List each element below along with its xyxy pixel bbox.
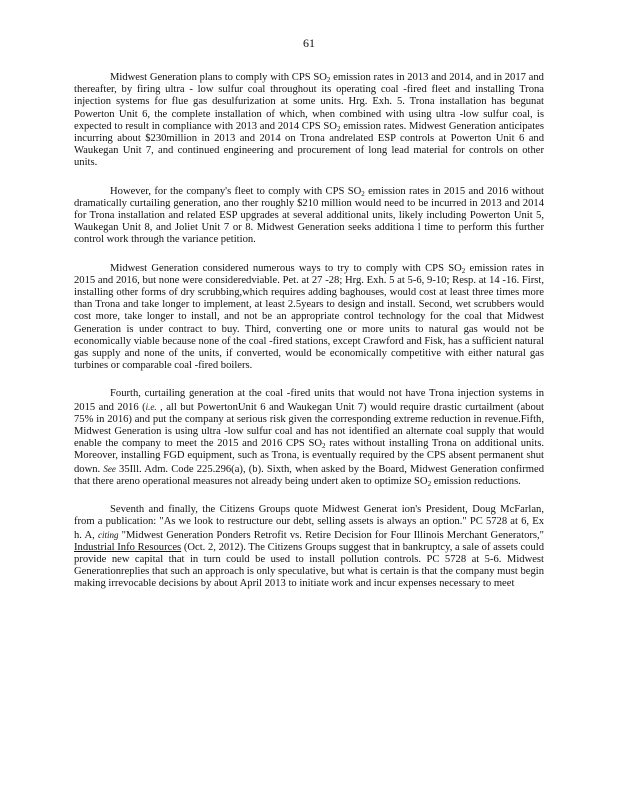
page-number: 61: [303, 36, 315, 50]
italic-text: See: [103, 463, 116, 474]
text-run: emission reductions.: [431, 475, 521, 487]
text-run: Seventh and finally, the Citizens Groups quote Midwest Generat ion's President, Doug McFarlan, from a publication: "As we look to restructure our debt, selling assets is always an option." PC 5728 at 6, Ex h. A,: [74, 504, 544, 541]
paragraph-p1: [74, 72, 544, 170]
paragraph-p4: [74, 388, 544, 488]
paragraph-p3: [74, 263, 544, 373]
subscript: 2: [427, 479, 432, 488]
subscript: 2: [461, 266, 466, 275]
paragraph-p2: [74, 186, 544, 247]
text-run: Fourth, curtailing generation at the coal -fired units that would not have Trona injection systems in 2015 and 2016 (: [74, 388, 544, 413]
body-text: [74, 72, 544, 607]
text-run: emission rates. Midwest Generation anticipates incurring about $230million in 2013 and 2014 on Trona andrelated ESP controls at Powerton Unit 6 and Waukegan Unit 7, and continued engineering and procurement of long lead material for controls on other units.: [74, 120, 544, 169]
text-run: emission rates in 2015 and 2016 without dramatically curtailing generation, ano ther roughly $210 million would need to be incurred in 2013 and 2014 for Trona installation and related ESP upgrades at several additional units, likely including Powerton Unit 5, Waukegan Unit 8, and Joliet Unit 7 or 8. Midwest Generation seeks additiona l time to perform this further control work through the variance petition.: [74, 185, 544, 246]
text-run: Midwest Generation considered numerous ways to try to comply with CPS SO: [110, 262, 462, 274]
text-run: "Midwest Generation Ponders Retrofit vs. Retire Decision for Four Illinois Merchant Generators,": [118, 529, 544, 541]
text-run: (Oct. 2, 2012). The Citizens Groups suggest that in bankruptcy, a sale of assets could provide new capital that in turn could be used to install pollution controls. PC 5728 at 5-6. Midwest Generationreplies that such an approach is only speculative, but what is certain is that the company must begin making irrevocable decisions by about April 2013 to initiate work and incur expenses necessary to meet: [74, 541, 544, 590]
italic-text: i.e.: [145, 401, 157, 412]
paragraph-p5: [74, 504, 544, 590]
text-run: 35Ill. Adm. Code 225.296(a), (b). Sixth, when asked by the Board, Midwest Generation confirmed that there areno operational measures not already being undert aken to optimize SO: [74, 463, 544, 487]
subscript: 2: [336, 124, 341, 133]
italic-text: citing: [97, 529, 119, 540]
text-run: emission rates in 2013 and 2014, and in 2017 and thereafter, by firing ultra - low sulfur coal throughout its operating coal -fired fleet and installing Trona injection systems for flue gas desulfurization at some units. Hrg. Exh. 5. Trona installation has begunat Powerton Unit 6, the complete installation of which, when combined with using ultra -low sulfur coal, is expected to result in compliance with 2013 and 2014 CPS SO: [74, 72, 544, 132]
text-run: Midwest Generation plans to comply with CPS SO: [110, 72, 327, 83]
subscript: 2: [326, 76, 331, 84]
underlined-title: Industrial Info Resources: [74, 541, 182, 553]
text-run: rates without installing Trona on additional units. Moreover, installing FGD equipment, such as Trona, is eventually required by the CPS absent permanent shut down.: [74, 438, 545, 475]
text-run: , all but PowertonUnit 6 and Waukegan Unit 7) would require drastic curtailment (about 75% in 2016) and put the company at serious risk given the corresponding extreme reduction in revenue.Fifth, Midwest Generation is using ultra -low sulfur coal and has not identified an alternate coal supply that would enable the company to meet the 2015 and 2016 CPS SO: [74, 401, 544, 450]
text-run: However, for the company's fleet to comply with CPS SO: [110, 185, 362, 197]
text-run: emission rates in 2015 and 2016, but none were consideredviable. Pet. at 27 -28; Hrg. Exh. 5 at 5-6, 9-10; Resp. at 14 -16. First, installing other forms of dry scrubbing,which requires adding baghouses, would cost at least three times more than Trona and take longer to implement, at least 2.5years to design and install. Second, wet scrubbers would cost more, take longer to install, and not be an appropriate control technology for the coal that Midwest Generation is under contract to buy. Third, converting one or more units to natural gas would not be economically viable because none of the coal -fired stations, except Crawford and Fisk, has a sufficient natural gas supply and none of the units, if converted, would be economically competitive with either natural gas turbines or comparable coal -fired boilers.: [74, 262, 544, 372]
subscript: 2: [322, 442, 326, 451]
subscript: 2: [361, 189, 365, 198]
